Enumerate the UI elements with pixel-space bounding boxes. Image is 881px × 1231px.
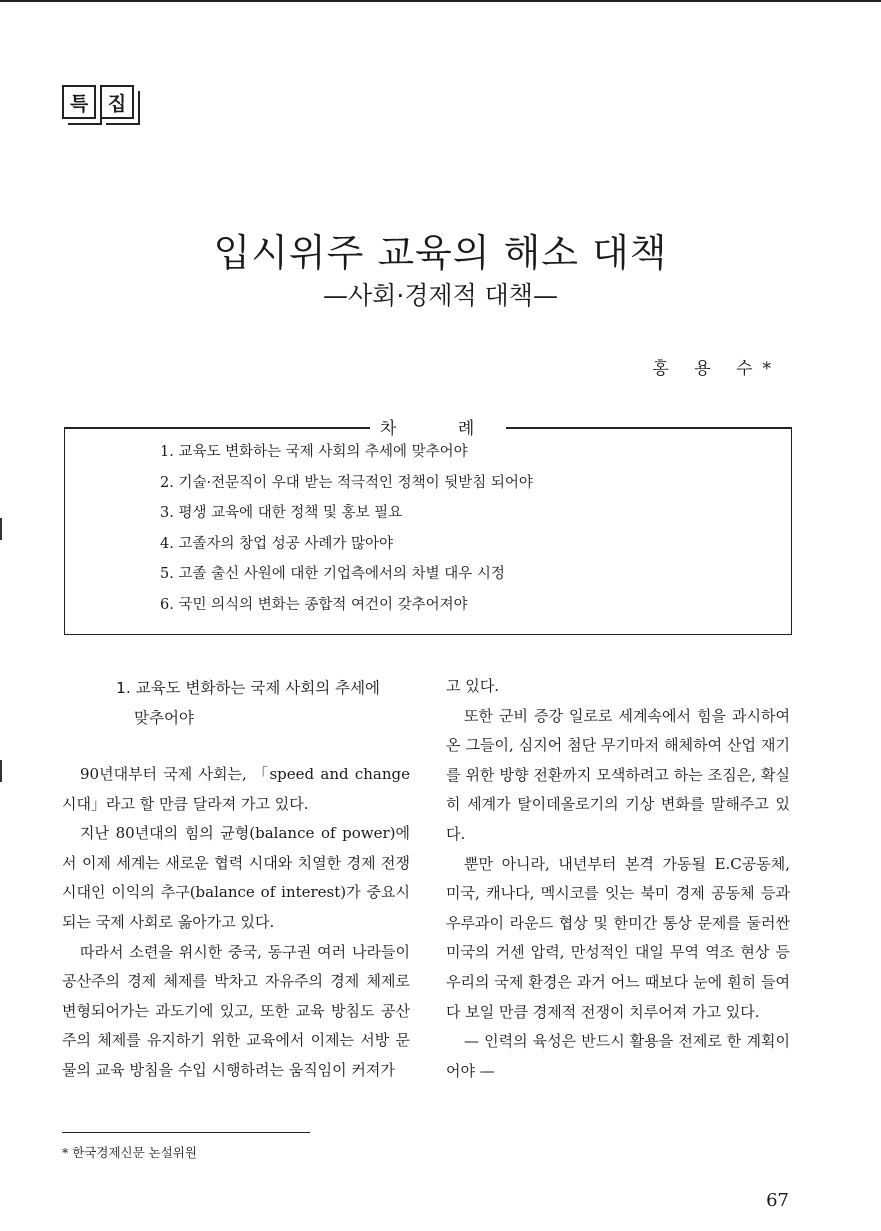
- special-feature-badge: [62, 85, 134, 119]
- section-heading-line1: 1. 교육도 변화하는 국제 사회의 추세에: [116, 679, 381, 697]
- toc-item: 5. 고졸 출신 사원에 대한 기업측에서의 차별 대우 시정: [160, 566, 505, 582]
- badge-char: 집: [100, 85, 134, 119]
- toc-item: 4. 고졸자의 창업 성공 사례가 많아야: [160, 535, 393, 552]
- toc-item: 3. 평생 교육에 대한 정책 및 홍보 필요: [160, 505, 403, 521]
- footnote: * 한국경제신문 논설위원: [62, 1145, 197, 1160]
- author-name: 홍 용 수*: [652, 359, 781, 379]
- footnote-rule: [62, 1132, 310, 1133]
- scan-edge-mark: [0, 760, 2, 782]
- article-subtitle: —사회·경제적 대책—: [323, 281, 558, 310]
- toc-item: 1. 교육도 변화하는 국제 사회의 추세에 맞추어야: [160, 444, 468, 460]
- section-heading-line2: 맞추어야: [134, 709, 194, 727]
- page-number: 67: [766, 1190, 789, 1211]
- toc-list: [160, 441, 533, 624]
- right-column: [446, 672, 790, 1086]
- toc-item: 2. 기술·전문직이 우대 받는 적극적인 정책이 뒷받침 되어야: [160, 474, 533, 491]
- scan-edge-mark: [0, 518, 2, 540]
- paragraph: 지난 80년대의 힘의 균형(balance of power)에서 이제 세계는 새로운 협력 시대와 치열한 경제 전쟁 시대인 이익의 추구(balance of interest)가 중요시되는 국제 사회로 옮아가고 있다.: [62, 824, 410, 931]
- paragraph: 90년대부터 국제 사회는, 「speed and change시대」라고 할 만큼 달라져 가고 있다.: [62, 765, 410, 813]
- paragraph: 또한 군비 증강 일로로 세계속에서 힘을 과시하여 온 그들이, 심지어 첨단 무기마저 해체하여 산업 재기를 위한 방향 전환까지 모색하려고 하는 조짐은, 확실히 세계가 탈이데올로기의 기상 변화를 말해주고 있다.: [446, 706, 790, 843]
- top-border-rule: [0, 0, 881, 2]
- subheading-paragraph: — 인력의 육성은 반드시 활용을 전제로 한 계획이어야 —: [446, 1032, 790, 1080]
- toc-top-rule-right: [466, 427, 791, 429]
- toc-heading: 차 례: [376, 414, 506, 439]
- toc-item: 6. 국민 의식의 변화는 종합적 여건이 갖추어져야: [160, 596, 468, 613]
- badge-char: 특: [62, 85, 96, 119]
- paragraph: 따라서 소련을 위시한 중국, 동구권 여러 나라들이 공산주의 경제 체제를 박차고 자유주의 경제 체제로 변형되어가는 과도기에 있고, 또한 교육 방침도 공산주의 체제를 유지하기 위한 교육에서 이제는 서방 문물의 교육 방침을 수입 시행하려는 움직임이 커져가: [62, 942, 410, 1079]
- left-column: [62, 760, 410, 1086]
- paragraph: 뿐만 아니라, 내년부터 본격 가동될 E.C공동체, 미국, 캐나다, 멕시코를 잇는 북미 경제 공동체 등과 우루과이 라운드 협상 및 한미간 통상 문제를 둘러싼 미국의 거센 압력, 만성적인 대일 무역 역조 현상 등 우리의 국제 환경은 과거 어느 때보다 눈에 훤히 들여다 보일 만큼 경제적 전쟁이 치루어져 가고 있다.: [446, 854, 790, 1021]
- paragraph: 고 있다.: [446, 677, 500, 695]
- article-title: 입시위주 교육의 해소 대책: [213, 231, 668, 275]
- toc-top-rule-left: [64, 427, 370, 429]
